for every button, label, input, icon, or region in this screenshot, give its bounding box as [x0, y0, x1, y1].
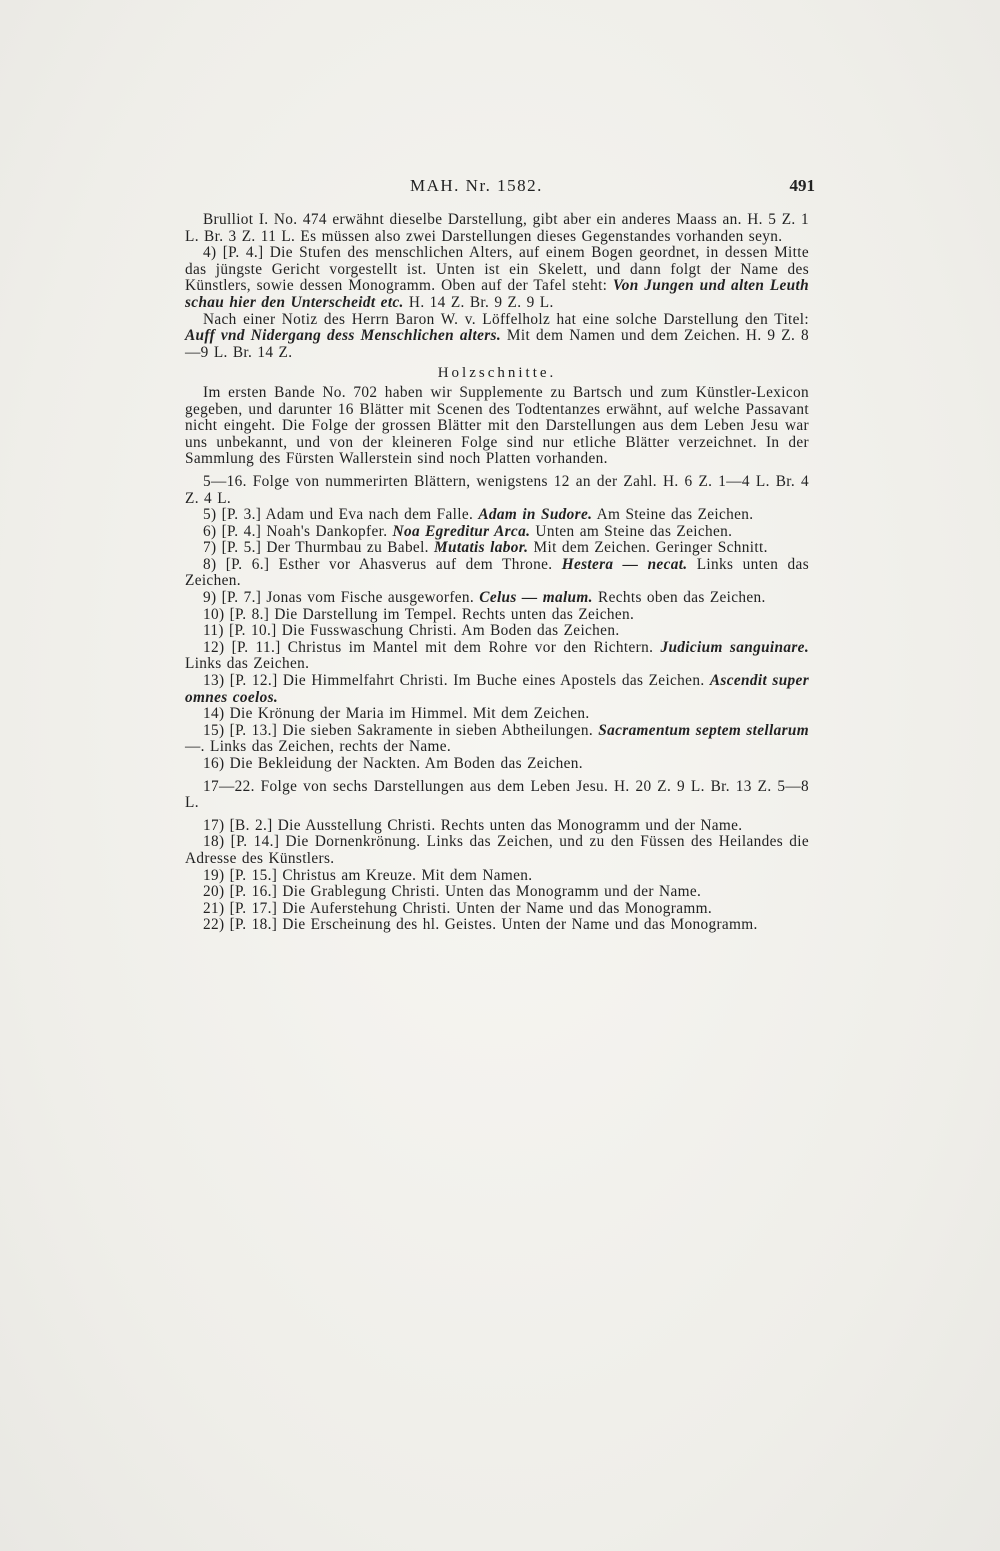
paragraph: [185, 540, 809, 557]
paragraph-text: 12) [P. 11.] Christus im Mantel mit dem Rohre vor den Richtern.: [203, 638, 661, 656]
paragraph-text: 21) [P. 17.] Die Auferstehung Christi. Unten der Name und das Monogramm.: [203, 899, 713, 917]
paragraph: [185, 245, 809, 311]
paragraph-text-tail: —. Links das Zeichen, rechts der Name.: [185, 738, 452, 756]
page-number: 491: [789, 176, 815, 195]
paragraph: [185, 723, 809, 756]
italic-title: Ascendit super omnes coelos.: [185, 672, 810, 706]
paragraph-text: 5—16. Folge von nummerirten Blättern, wenigstens 12 an der Zahl. H. 6 Z. 1—4 L. Br. 4 Z. 4 L.: [185, 472, 809, 507]
paragraph-text-tail: Links das Zeichen.: [185, 655, 310, 673]
italic-title: Von Jungen und alten Leuth schau hier den Unterscheidt etc.: [185, 277, 809, 311]
paragraph-text-tail: Unten am Steine das Zeichen.: [530, 522, 733, 540]
paragraph: [185, 312, 809, 362]
paragraph-text: Im ersten Bande No. 702 haben wir Supplemente zu Bartsch und zum Künstler-Lexicon gegeben, und darunter 16 Blätter mit Scenen des Todtentanzes erwähnt, auf welche Passavant nicht eingeht. Die Folge der grossen Blätter mit den Darstellungen aus dem Leben Jesu war uns unbekannt, und von der kleineren Folge sind nur etliche Blätter verzeichnet. In der Sammlung des Fürsten Wallerstein sind noch Platten vorhanden.: [185, 383, 809, 468]
paragraph-text-tail: Am Steine das Zeichen.: [592, 506, 754, 524]
paragraph-text: 20) [P. 16.] Die Grablegung Christi. Unten das Monogramm und der Name.: [203, 883, 702, 901]
paragraph-text-tail: Mit dem Zeichen. Geringer Schnitt.: [528, 539, 768, 557]
running-title: MAH. Nr. 1582.: [410, 176, 543, 195]
paragraph-text: 13) [P. 12.] Die Himmelfahrt Christi. Im Buche eines Apostels das Zeichen.: [203, 672, 710, 690]
paragraph-text: 19) [P. 15.] Christus am Kreuze. Mit dem Namen.: [203, 866, 533, 884]
paragraph: [185, 884, 809, 901]
paragraph: [185, 756, 809, 773]
paragraph-text: 8) [P. 6.] Esther vor Ahasverus auf dem Throne.: [203, 555, 562, 573]
paragraph-text: 9) [P. 7.] Jonas vom Fische ausgeworfen.: [203, 589, 480, 607]
italic-title: Hestera — necat.: [561, 555, 688, 573]
paragraph: [185, 557, 809, 590]
paragraph-text: 6) [P. 4.] Noah's Dankopfer.: [203, 522, 393, 540]
paragraph-text: 22) [P. 18.] Die Erscheinung des hl. Geistes. Unten der Name und das Monogramm.: [203, 916, 758, 934]
paragraph-text: 11) [P. 10.] Die Fusswaschung Christi. Am Boden das Zeichen.: [203, 622, 620, 640]
paragraph: [185, 524, 809, 541]
italic-title: Celus — malum.: [479, 589, 593, 607]
paragraph: [185, 607, 809, 624]
paragraph: [185, 917, 809, 934]
paragraph-text: 17—22. Folge von sechs Darstellungen aus dem Leben Jesu. H. 20 Z. 9 L. Br. 13 Z. 5—8 L.: [185, 777, 809, 812]
italic-title: Noa Egreditur Arca.: [392, 522, 531, 540]
italic-title: Adam in Sudore.: [478, 506, 593, 524]
paragraph-text: 18) [P. 14.] Die Dornenkrönung. Links das Zeichen, und zu den Füssen des Heilandes die Adresse des Künstlers.: [185, 833, 809, 867]
paragraph-text: Nach einer Notiz des Herrn Baron W. v. Löffelholz hat eine solche Darstellung den Titel:: [203, 310, 809, 328]
paragraph-text: 16) Die Bekleidung der Nackten. Am Boden das Zeichen.: [203, 755, 583, 772]
paragraph-text: 10) [P. 8.] Die Darstellung im Tempel. Rechts unten das Zeichen.: [203, 605, 635, 623]
italic-title: Sacramentum septem stellarum: [598, 721, 809, 739]
paragraph: [185, 673, 809, 706]
italic-title: Judicium sanguinare.: [660, 638, 809, 656]
italic-title: Auff vnd Nidergang dess Menschlichen alters.: [185, 327, 502, 345]
paragraph-text-tail: Mit dem Namen und dem Zeichen. H. 9 Z. 8—9 L. Br. 14 Z.: [185, 327, 810, 361]
paragraph: [185, 834, 809, 867]
paragraph: [185, 385, 809, 468]
paragraph-text: 7) [P. 5.] Der Thurmbau zu Babel.: [203, 539, 435, 557]
paragraph: [185, 474, 809, 507]
paragraph: [185, 640, 809, 673]
paragraph: [185, 590, 809, 607]
paragraph: [185, 706, 809, 723]
running-header: [185, 176, 815, 200]
paragraph: [185, 212, 809, 245]
paragraph-text: 5) [P. 3.] Adam und Eva nach dem Falle.: [203, 506, 479, 524]
paragraph-text-tail: H. 14 Z. Br. 9 Z. 9 L.: [403, 293, 554, 311]
paragraph: [185, 623, 809, 640]
paragraph-text-tail: Rechts oben das Zeichen.: [592, 589, 766, 607]
paragraph: [185, 901, 809, 918]
paragraph-text: 17) [B. 2.] Die Ausstellung Christi. Rechts unten das Monogramm und der Name.: [203, 816, 743, 834]
paragraph-text: Brulliot I. No. 474 erwähnt dieselbe Darstellung, gibt aber ein anderes Maass an. H. 5 Z. 1 L. Br. 3 Z. 11 L. Es müssen also zwei Darstellungen dieses Gegenstandes vorhanden seyn.: [185, 211, 809, 245]
paragraph: [185, 818, 809, 835]
paragraph-text: 4) [P. 4.] Die Stufen des menschlichen Alters, auf einem Bogen geordnet, in dessen Mitte das jüngste Gericht vorgestellt ist. Unten ist ein Skelett, und dann folgt der Name des Künstlers, sowie dessen Monogramm. Oben auf der Tafel steht:: [185, 244, 809, 295]
paragraph-text: 14) Die Krönung der Maria im Himmel. Mit dem Zeichen.: [203, 705, 590, 723]
body-text: [185, 212, 809, 934]
paragraph: [185, 779, 809, 812]
paragraph: [185, 507, 809, 524]
paragraph-text-tail: Links unten das Zeichen.: [185, 555, 809, 590]
paragraph-text: 15) [P. 13.] Die sieben Sakramente in sieben Abtheilungen.: [203, 721, 599, 739]
paragraph: [185, 868, 809, 885]
italic-title: Mutatis labor.: [434, 539, 529, 557]
section-heading: Holzschnitte.: [437, 365, 557, 382]
